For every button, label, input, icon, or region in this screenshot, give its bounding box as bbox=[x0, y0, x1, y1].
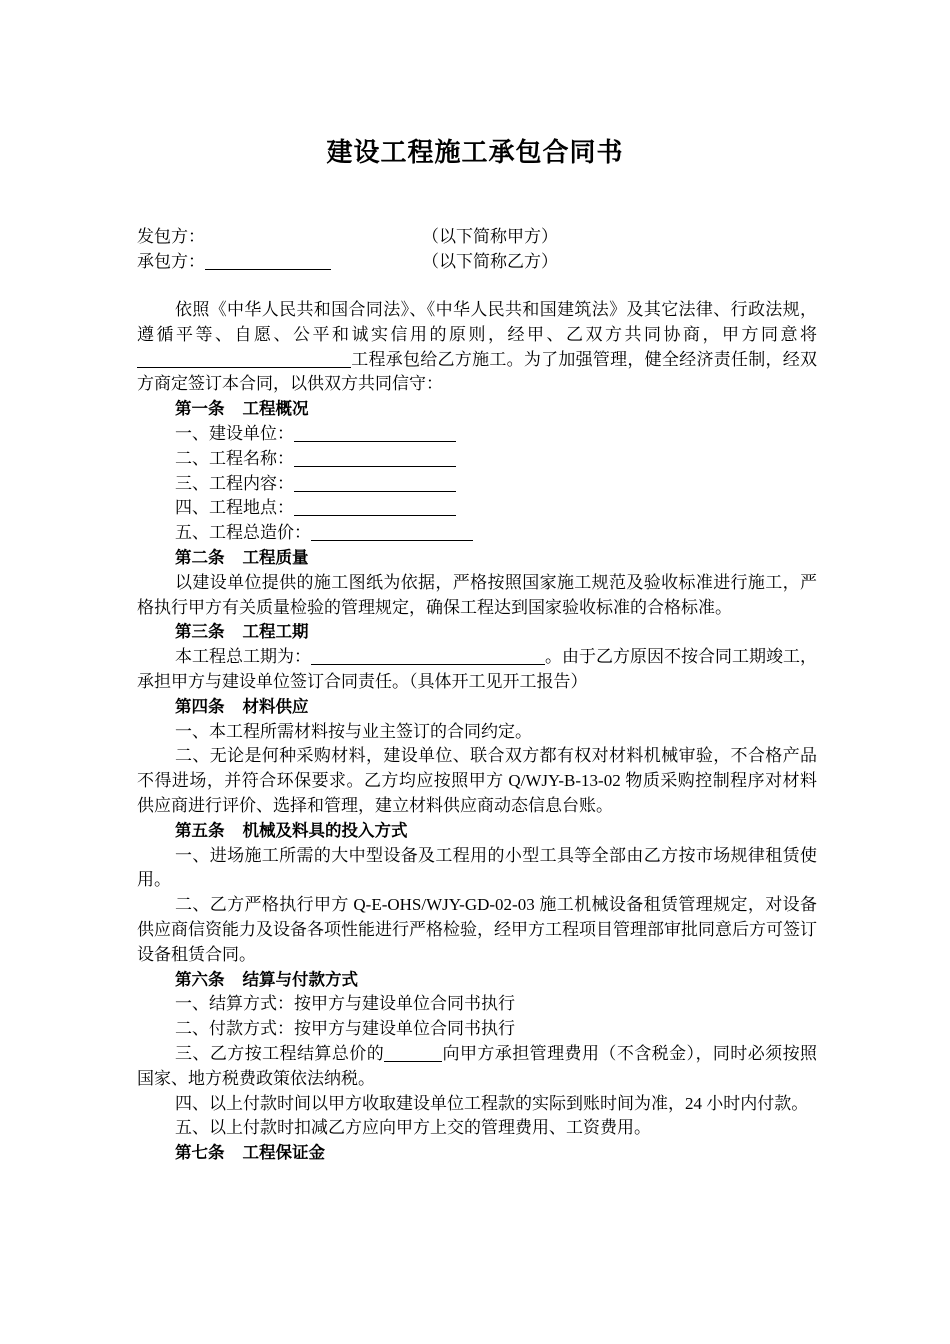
art1-item-4-label: 四、工程地点： bbox=[175, 498, 294, 519]
article-5-heading bbox=[137, 819, 817, 844]
article-3-heading bbox=[137, 620, 817, 645]
contractor-label: 承包方： bbox=[137, 252, 205, 272]
art1-item-5 bbox=[137, 521, 817, 546]
art4-p2: 二、无论是何种采购材料，建设单位、联合双方都有权对材料机械审验，不合格产品不得进场，并符合环保要求。乙方均应按照甲方 Q/WJY-B-13-02 物质采购控制程序对材料供应商进行评价、选择和管理，建立材料供应商动态信息台账。 bbox=[137, 746, 817, 815]
article-1-title: 工程概况 bbox=[242, 399, 309, 419]
document-title: 建设工程施工承包合同书 bbox=[326, 138, 624, 168]
art2-text: 以建设单位提供的施工图纸为依据，严格按照国家施工规范及验收标准进行施工，严格执行甲方有关质量检验的管理规定，确保工程达到国家验收标准的合格标准。 bbox=[137, 572, 817, 618]
article-6-title: 结算与付款方式 bbox=[242, 969, 358, 989]
art3-text-2: 。由于乙方原因不按合同工期竣工，承担甲方与建设单位签订合同责任。（具体开工见开工报告） bbox=[137, 647, 817, 692]
article-6-number: 第六条 bbox=[175, 969, 225, 989]
art1-item-2 bbox=[137, 447, 817, 472]
article-4-heading bbox=[137, 695, 817, 720]
art1-item-3 bbox=[137, 472, 817, 497]
article-1-heading bbox=[137, 397, 817, 422]
intro-paragraph bbox=[137, 298, 817, 397]
art6-p3-text-1: 三、乙方按工程结算总价的 bbox=[175, 1043, 385, 1064]
contractor-line bbox=[137, 250, 558, 274]
article-7-title: 工程保证金 bbox=[242, 1143, 325, 1163]
intro-text-1: 依照《中华人民共和国合同法》、《中华人民共和国建筑法》及其它法律、行政法规，遵循平等、自愿、公平和诚实信用的原则，经甲、乙双方共同协商，甲方同意将 bbox=[137, 300, 817, 345]
project-title-blank[interactable] bbox=[294, 448, 456, 467]
contractor-blank[interactable] bbox=[205, 251, 331, 270]
project-name-blank[interactable] bbox=[137, 349, 351, 368]
art5-p2: 二、乙方严格执行甲方 Q-E-OHS/WJY-GD-02-03 施工机械设备租赁管理规定，对设备供应商信资能力及设备各项性能进行严格检验，经甲方工程项目管理部审批同意后方可签订设备租赁合同。 bbox=[137, 895, 817, 964]
art1-item-1 bbox=[137, 422, 817, 447]
intro-text-2: 工程承包给乙方施工。为了加强管理，健全经济责任制，经双方商定签订本合同，以供双方共同信守： bbox=[137, 349, 817, 395]
art3-text bbox=[137, 645, 817, 695]
contractor-note: （以下简称乙方） bbox=[422, 252, 558, 272]
art5-p1: 一、进场施工所需的大中型设备及工程用的小型工具等全部由乙方按市场规律租赁使用。 bbox=[137, 845, 817, 891]
art6-p3 bbox=[137, 1042, 817, 1092]
art1-item-4 bbox=[137, 496, 817, 521]
article-3-title: 工程工期 bbox=[242, 622, 309, 642]
article-2-heading bbox=[137, 546, 817, 571]
article-6-heading bbox=[137, 968, 817, 993]
art6-p2: 二、付款方式：按甲方与建设单位合同书执行 bbox=[175, 1019, 515, 1040]
employer-label: 发包方： bbox=[137, 227, 205, 247]
article-7-heading bbox=[137, 1141, 817, 1166]
management-fee-blank[interactable] bbox=[384, 1043, 442, 1062]
art1-item-5-label: 五、工程总造价： bbox=[175, 523, 311, 544]
employer-note: （以下简称甲方） bbox=[422, 227, 558, 247]
article-5-number: 第五条 bbox=[175, 820, 225, 840]
art1-item-3-label: 三、工程内容： bbox=[175, 473, 294, 494]
art6-p3-text-2: 向甲方承担管理费用（不含税金），同时必须按照国家、地方税费政策依法纳税。 bbox=[137, 1043, 818, 1089]
project-content-blank[interactable] bbox=[294, 473, 456, 492]
article-4-number: 第四条 bbox=[175, 696, 225, 716]
art4-p1: 一、本工程所需材料按与业主签订的合同约定。 bbox=[175, 721, 532, 742]
employer-line bbox=[137, 225, 558, 249]
article-1-number: 第一条 bbox=[175, 399, 225, 419]
contract-body bbox=[137, 298, 817, 1166]
art1-item-2-label: 二、工程名称： bbox=[175, 448, 294, 469]
art1-item-1-label: 一、建设单位： bbox=[175, 423, 294, 444]
article-2-number: 第二条 bbox=[175, 547, 225, 567]
article-3-number: 第三条 bbox=[175, 622, 225, 642]
art6-p4: 四、以上付款时间以甲方收取建设单位工程款的实际到账时间为准，24 小时内付款。 bbox=[175, 1093, 809, 1113]
construction-unit-blank[interactable] bbox=[294, 423, 456, 442]
article-4-title: 材料供应 bbox=[242, 696, 309, 716]
article-5-title: 机械及料具的投入方式 bbox=[242, 820, 408, 840]
art6-p1: 一、结算方式：按甲方与建设单位合同书执行 bbox=[175, 994, 515, 1015]
article-7-number: 第七条 bbox=[175, 1143, 225, 1163]
duration-blank[interactable] bbox=[311, 646, 545, 665]
art3-text-1: 本工程总工期为： bbox=[175, 647, 311, 668]
article-2-title: 工程质量 bbox=[242, 547, 309, 567]
total-cost-blank[interactable] bbox=[311, 522, 473, 541]
project-location-blank[interactable] bbox=[294, 497, 456, 516]
art6-p5: 五、以上付款时扣减乙方应向甲方上交的管理费用、工资费用。 bbox=[175, 1118, 651, 1139]
